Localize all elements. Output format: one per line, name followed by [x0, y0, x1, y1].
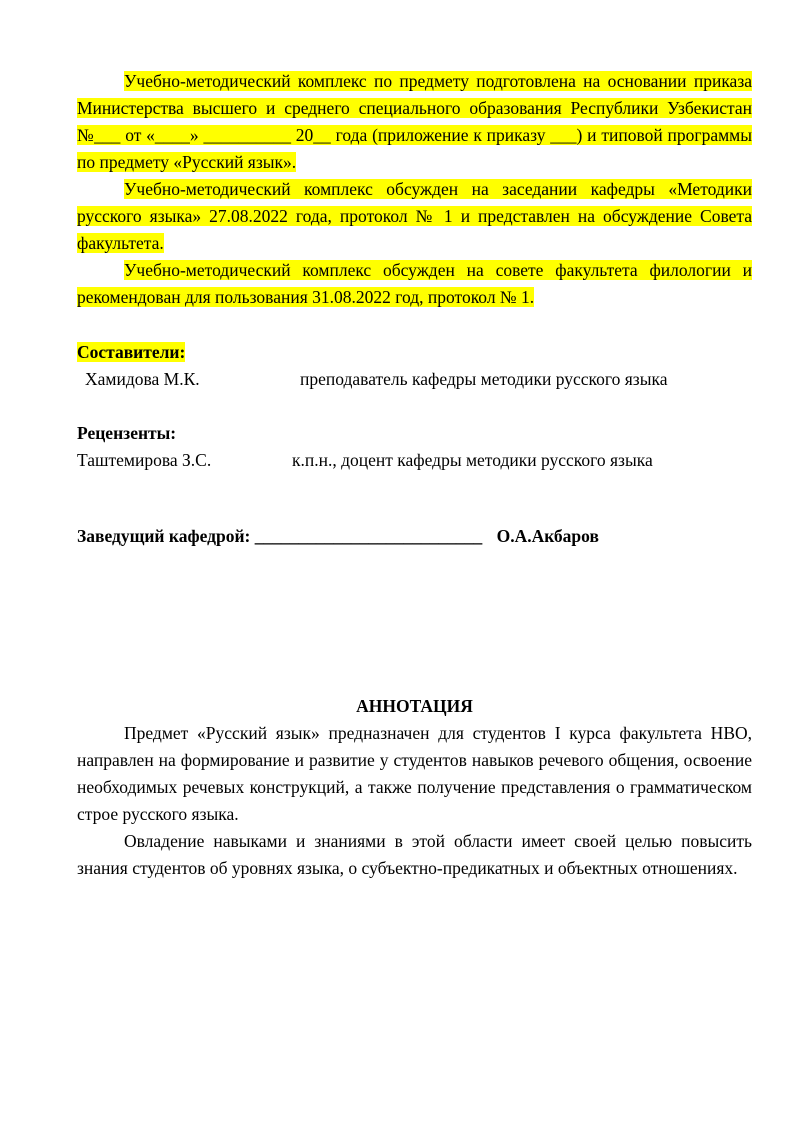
compilers-heading: Составители: [77, 342, 186, 362]
intro-paragraph-1 [77, 68, 752, 176]
annotation-title: АННОТАЦИЯ [356, 696, 473, 716]
head-of-department-name: О.А.Акбаров [496, 526, 599, 546]
annotation-paragraph-2: Овладение навыками и знаниями в этой области имеет своей целью повысить знания студентов об уровнях языка, о субъектно-предикатных и объектных отношениях. [77, 831, 752, 878]
reviewer-name: Таштемирова З.С. [77, 450, 212, 470]
reviewer-position: к.п.н., доцент кафедры методики русского языка [292, 450, 653, 470]
compiler-name: Хамидова М.К. [85, 369, 200, 389]
intro-section [77, 68, 752, 311]
annotation-section [77, 720, 752, 882]
reviewers-heading: Рецензенты: [77, 423, 177, 443]
intro-paragraph-3 [77, 257, 752, 311]
intro-paragraph-2 [77, 176, 752, 257]
annotation-paragraph-1: Предмет «Русский язык» предназначен для студентов I курса факультета НВО, направлен на формирование и развитие у студентов навыков речевого общения, освоение необходимых речевых конструкций, а также получение представления о грамматическом строе русского языка. [77, 723, 752, 824]
head-of-department-label: Заведущий кафедрой: [77, 526, 251, 546]
compiler-position: преподаватель кафедры методики русского языка [300, 369, 668, 389]
highlighted-text: Учебно-методический комплекс обсужден на заседании кафедры «Методики русского языка» 27.08.2022 года, протокол № 1 и представлен на обсуждение Совета факультета. [77, 179, 752, 253]
head-of-department-line [77, 523, 599, 550]
highlighted-text: Учебно-методический комплекс по предмету подготовлена на основании приказа Министерства высшего и среднего специального образования Республики Узбекистан №___ от «____» __________ 20__ года (приложение к приказу ___) и типовой программы по предмету «Русский язык». [77, 71, 752, 172]
signature-line: __________________________ [254, 526, 483, 546]
highlighted-text: Учебно-методический комплекс обсужден на совете факультета филологии и рекомендован для пользования 31.08.2022 год, протокол № 1. [77, 260, 752, 307]
